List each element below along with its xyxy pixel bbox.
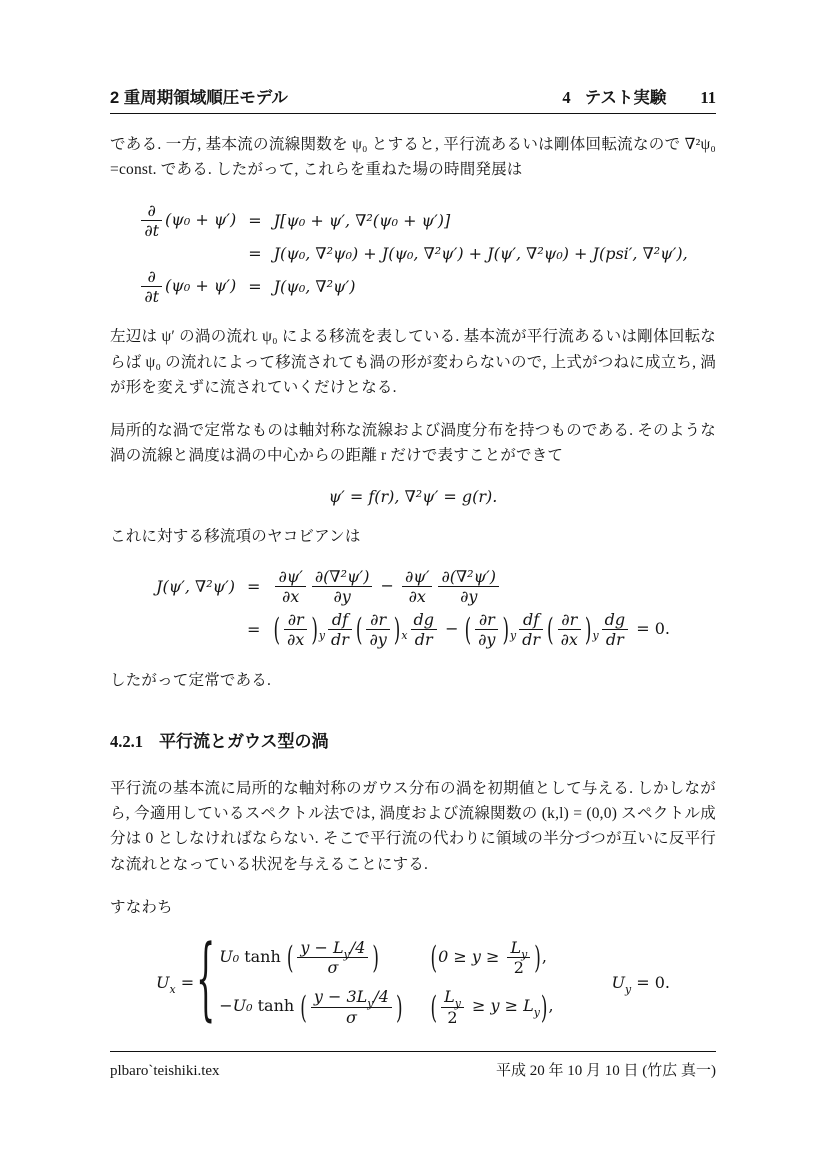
subsection-title: 平行流とガウス型の渦 [159, 731, 329, 751]
case2-condition: ( $\frac{L_y}{2}$ ≥ $y \ge L_y$), [430, 987, 554, 1027]
eq3-row1-rel: = [247, 576, 261, 596]
page-footer [110, 1051, 716, 1080]
paragraph-6: 平行流の基本流に局所的な軸対称のガウス分布の渦を初期値として与える. しかしながら, 今適用しているスペクトル法では, 渦度および流線関数の (k,l) = (0,0) スペクトル成分は 0 としなければならない. そこで平行流の代わりに領域の半分づつが互いに反平行な流れとなっている状況を与えることにする. [110, 779, 716, 873]
eq1-row2-rhs: J(ψ₀, ∇²ψ₀) + J(ψ₀, ∇²ψ′) + J(ψ′, ∇²ψ₀) + J(psi′, ∇²ψ′), [273, 243, 688, 263]
equation-time-evolution [110, 201, 716, 307]
case1-condition: (0 ≥ y ≥ $\frac{L_y}{2}$ ), [430, 938, 547, 978]
eq1-row1-rhs: J[ψ₀ + ψ′, ∇²(ψ₀ + ψ′)] [273, 210, 451, 230]
footer-date: 平成 20 年 10 月 10 日 (竹広 真一) [496, 1063, 716, 1079]
case1-expression: U₀ tanh ( $\frac{y - L_y/4}{\sigma}$ ) [219, 938, 379, 978]
paragraph-7: すなわち [110, 898, 173, 916]
page-header [110, 84, 716, 108]
equation-ux-cases [110, 928, 716, 1034]
header-section-title: テスト実験 [584, 89, 667, 107]
header-right [562, 84, 716, 108]
cases-rows [219, 938, 553, 1027]
eq1-row3-lhs: $\frac{\partial}{\partial t}$ (ψ₀ + ψ′) [138, 267, 236, 306]
eq1-row3-rhs: J(ψ₀, ∇²ψ′) [273, 277, 356, 297]
case2-expression: −U₀ tanh ( $\frac{y - 3L_y/4}{\sigma}$ ) [219, 987, 403, 1027]
eq3-row2-rhs: ( $\frac{\partial r}{\partial x}$ )$_y$ $\frac{df}{dr}$ ( $\frac{\partial r}{\partial y}$ )$_x$ $\frac{dg}{dr}$ − ( $\frac{\partial r}{\partial y}$ )$_y$ $\frac{df}{dr}$ ( $\frac{\partial r}{\partial x}$ )$_y$ $\frac{dg}{dr}$ = 0. [273, 610, 670, 650]
cases-brace: { [196, 928, 216, 1034]
ux-lhs: $U_x$ = [155, 972, 195, 996]
paragraph-1: である. 一方, 基本流の流線関数を ψ₀ とすると, 平行流あるいは剛体回転流なので ∇²ψ₀ =const. である. したがって, これらを重ねた場の時間発展は [110, 136, 716, 179]
eq1-row1-lhs: $\frac{\partial}{\partial t}$ (ψ₀ + ψ′) [138, 201, 236, 240]
paragraph-2: 左辺は ψ′ の渦の流れ ψ₀ による移流を表している. 基本流が平行流あるいは剛体回転ならば ψ₀ の流れによって移流されても渦の形が変わらないので, 上式がつねに成立ち, 渦が形を変えずに流されていくだけとなる. [110, 328, 716, 396]
equation-jacobian [110, 567, 716, 650]
eq3-row1-lhs: J(ψ′, ∇²ψ′) [156, 576, 236, 596]
header-section-number: 4 [562, 88, 571, 107]
subsection-number: 4.2.1 [110, 731, 143, 751]
header-left-title: 2 重周期領域順圧モデル [110, 89, 288, 107]
eq1-row2-rel: = [248, 243, 262, 263]
subsection-heading [110, 727, 716, 752]
equation-psi-f-g: ψ′ = f(r), ∇²ψ′ = g(r). [328, 486, 498, 506]
paragraph-3: 局所的な渦で定常なものは軸対称な流線および渦度分布を持つものである. そのような渦の流線と渦度は渦の中心からの距離 r だけで表すことができて [110, 422, 716, 465]
eq1-row1-rel: = [248, 210, 262, 230]
footer-filename: plbaro`teishiki.tex [110, 1063, 220, 1079]
eq3-row2-rel: = [247, 620, 261, 640]
paragraph-5: したがって定常である. [110, 671, 272, 689]
eq1-row3-rel: = [248, 277, 262, 297]
uy-equation: $U_y = 0$. [611, 972, 671, 996]
paragraph-4: これに対する移流項のヤコビアンは [110, 527, 361, 545]
header-rule [110, 113, 716, 114]
eq3-row1-rhs: $\frac{\partial\psi'}{\partial x}$ $\frac{\text{∂(∇²ψ′)}}{\partial y}$ − $\frac{\partial\psi'}{\partial x}$ $\frac{\text{∂(∇²ψ′)}}{\partial y}$ [272, 567, 502, 606]
header-page-number: 11 [700, 88, 716, 107]
